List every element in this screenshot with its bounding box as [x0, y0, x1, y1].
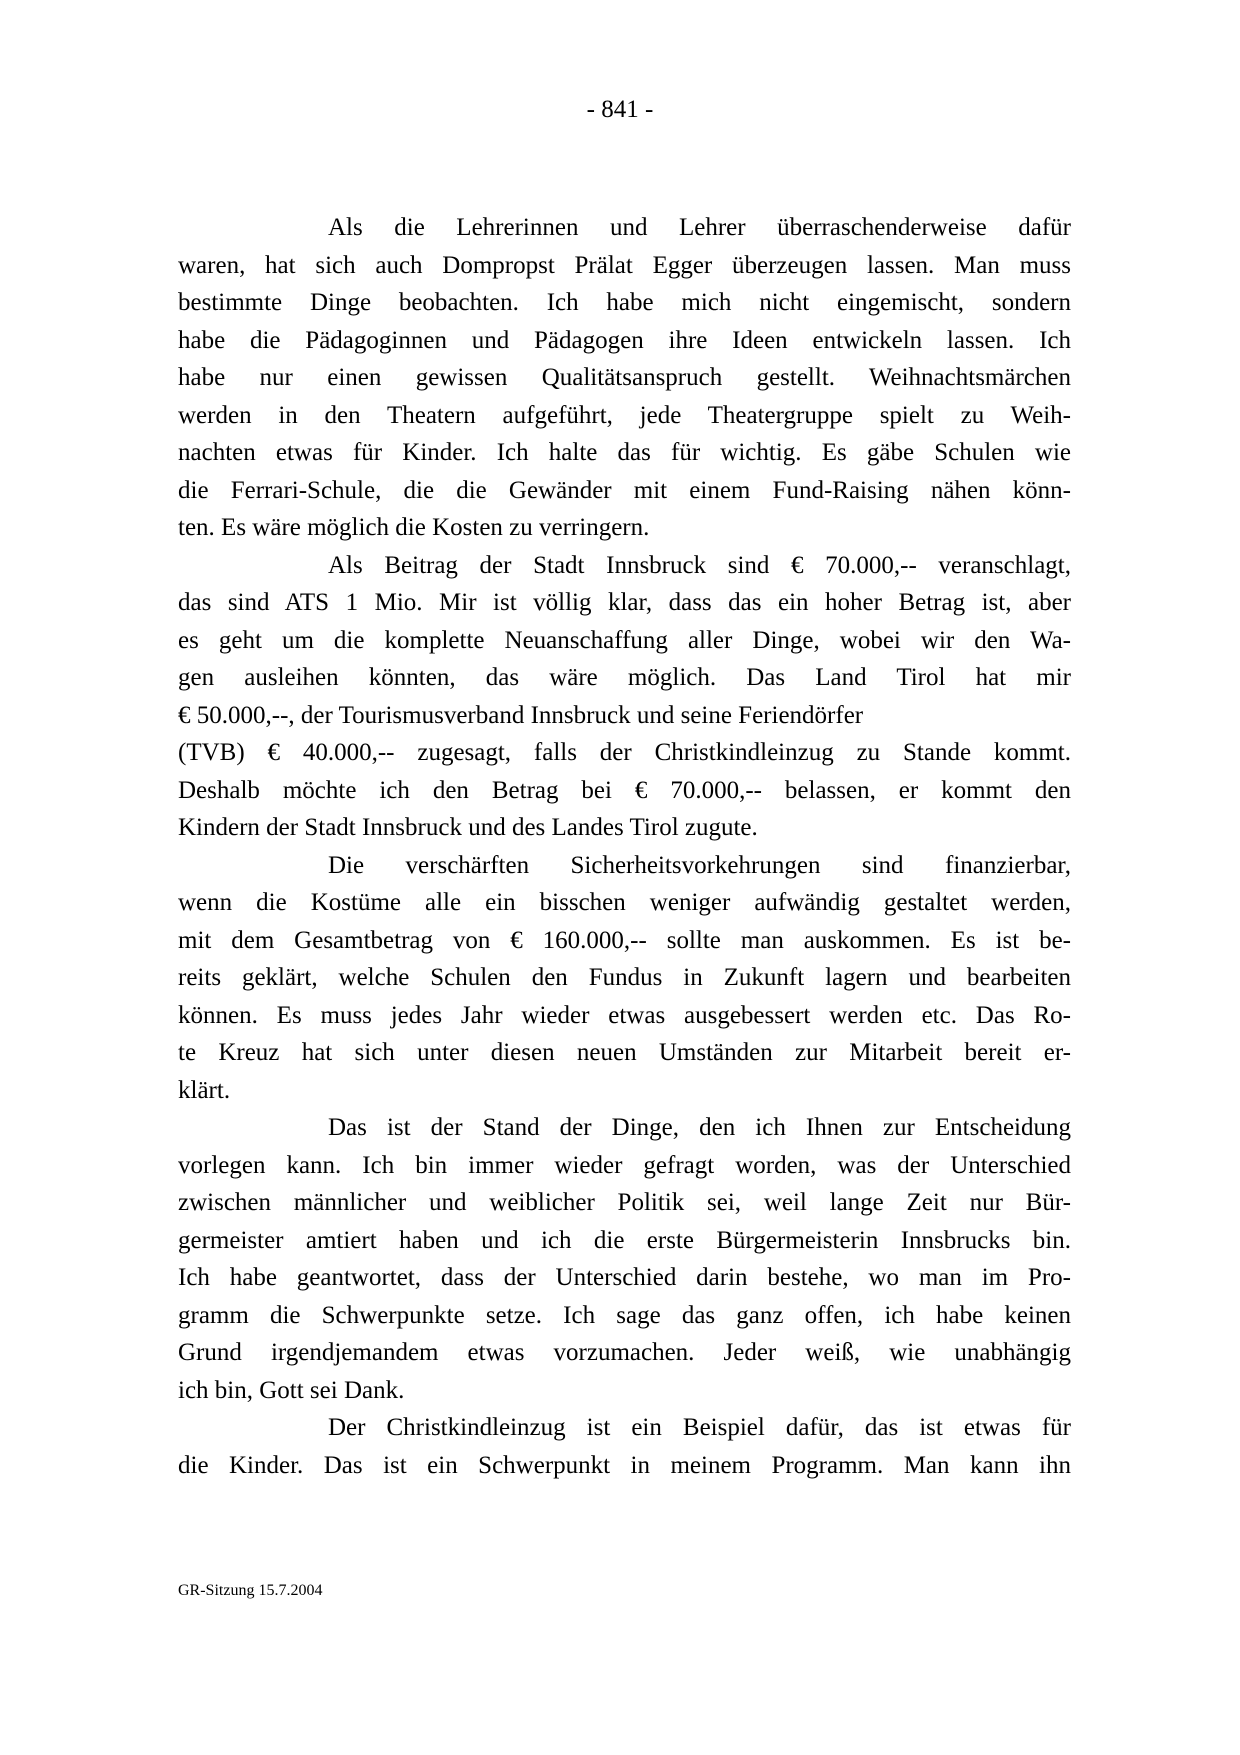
text-line: (TVB) € 40.000,-- zugesagt, falls der Christkindleinzug zu Stande kommt.	[178, 739, 1071, 766]
text-line: die Ferrari-Schule, die die Gewänder mit einem Fund-Raising nähen könn-	[178, 476, 1071, 504]
text-line: ten. Es wäre möglich die Kosten zu verringern.	[178, 514, 650, 541]
text-line: € 50.000,--, der Tourismusverband Innsbruck und seine Feriendörfer	[178, 701, 864, 729]
text-line: waren, hat sich auch Dompropst Prälat Egger überzeugen lassen. Man muss	[178, 251, 1071, 279]
text-line: klärt.	[178, 1076, 231, 1104]
text-line: Ich habe geantwortet, dass der Unterschied darin bestehe, wo man im Pro-	[178, 1264, 1071, 1291]
text-line: werden in den Theatern aufgeführt, jede Theatergruppe spielt zu Weih-	[178, 401, 1071, 429]
text-line: Grund irgendjemandem etwas vorzumachen. Jeder weiß, wie unabhängig	[178, 1339, 1071, 1366]
text-line: reits geklärt, welche Schulen den Fundus in Zukunft lagern und bearbeiten	[178, 964, 1071, 991]
text-line: das sind ATS 1 Mio. Mir ist völlig klar, dass das ein hoher Betrag ist, aber	[178, 589, 1071, 616]
body-text	[178, 209, 1071, 1484]
text-line: Der Christkindleinzug ist ein Beispiel dafür, das ist etwas für	[328, 1414, 1071, 1441]
text-line: Die verschärften Sicherheitsvorkehrungen sind finanzierbar,	[328, 851, 1071, 879]
text-line: die Kinder. Das ist ein Schwerpunkt in meinem Programm. Man kann ihn	[178, 1451, 1071, 1479]
text-line: gen ausleihen könnten, das wäre möglich. Das Land Tirol hat mir	[178, 664, 1071, 691]
paragraph	[178, 847, 1071, 1110]
paragraph	[178, 547, 1071, 847]
text-line: Als Beitrag der Stadt Innsbruck sind € 70.000,-- veranschlagt,	[328, 551, 1071, 579]
text-line: germeister amtiert haben und ich die erste Bürgermeisterin Innsbrucks bin.	[178, 1226, 1071, 1254]
text-line: Als die Lehrerinnen und Lehrer überraschenderweise dafür	[328, 214, 1071, 241]
text-line: Das ist der Stand der Dinge, den ich Ihnen zur Entscheidung	[328, 1114, 1071, 1141]
text-line: Kindern der Stadt Innsbruck und des Landes Tirol zugute.	[178, 814, 758, 841]
text-line: Deshalb möchte ich den Betrag bei € 70.000,-- belassen, er kommt den	[178, 776, 1071, 804]
text-line: gramm die Schwerpunkte setze. Ich sage das ganz offen, ich habe keinen	[178, 1301, 1071, 1329]
text-line: mit dem Gesamtbetrag von € 160.000,-- sollte man auskommen. Es ist be-	[178, 926, 1071, 954]
text-line: te Kreuz hat sich unter diesen neuen Umständen zur Mitarbeit bereit er-	[178, 1039, 1071, 1066]
paragraph	[178, 1109, 1071, 1409]
text-line: bestimmte Dinge beobachten. Ich habe mich nicht eingemischt, sondern	[178, 289, 1071, 316]
page-number: - 841 -	[586, 96, 654, 123]
text-line: vorlegen kann. Ich bin immer wieder gefragt worden, was der Unterschied	[178, 1151, 1071, 1179]
text-line: wenn die Kostüme alle ein bisschen weniger aufwändig gestaltet werden,	[178, 889, 1071, 916]
text-line: nachten etwas für Kinder. Ich halte das für wichtig. Es gäbe Schulen wie	[178, 439, 1071, 466]
text-line: ich bin, Gott sei Dank.	[178, 1376, 405, 1404]
text-line: habe die Pädagoginnen und Pädagogen ihre Ideen entwickeln lassen. Ich	[178, 326, 1071, 354]
text-line: zwischen männlicher und weiblicher Politik sei, weil lange Zeit nur Bür-	[178, 1189, 1071, 1216]
text-line: habe nur einen gewissen Qualitätsanspruch gestellt. Weihnachtsmärchen	[178, 364, 1071, 391]
footer: GR-Sitzung 15.7.2004	[178, 1582, 323, 1599]
text-line: es geht um die komplette Neuanschaffung aller Dinge, wobei wir den Wa-	[178, 626, 1071, 654]
paragraph	[178, 1409, 1071, 1484]
paragraph	[178, 209, 1071, 547]
text-line: können. Es muss jedes Jahr wieder etwas ausgebessert werden etc. Das Ro-	[178, 1001, 1071, 1029]
